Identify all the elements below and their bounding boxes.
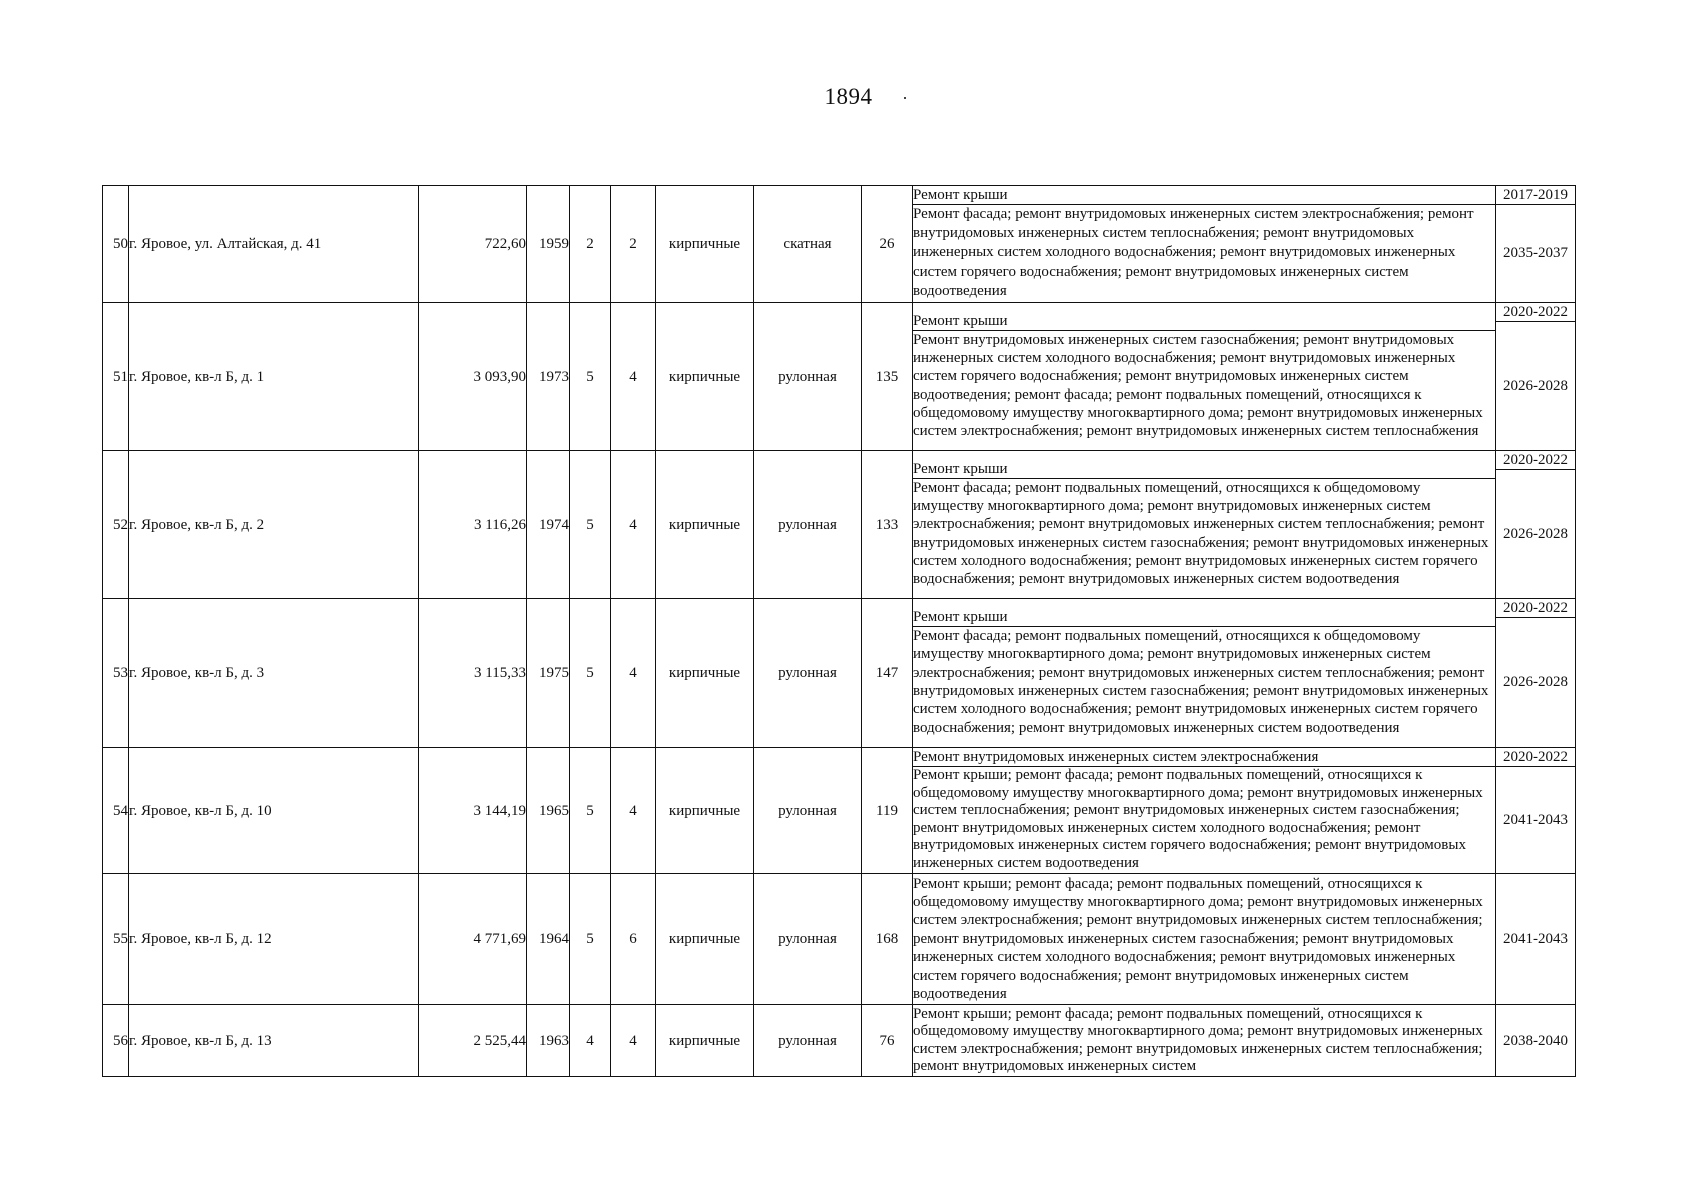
wall-material: кирпичные <box>656 748 754 874</box>
repair-work-list: Ремонт крыши; ремонт фасада; ремонт подвальных помещений, относящихся к общедомовому имуществу многоквартирного дома; ремонт внутридомовых инженерных систем теплоснабжения; ремонт внутридомовых инженерных систем газоснабжения; ремонт внутридомовых инженерных систем холодного водоснабжения; ремонт внутридомовых инженерных систем горячего водоснабжения; ремонт внутридомовых инженерных систем водоотведения <box>913 767 1483 871</box>
repair-work-first: Ремонт крыши <box>913 187 1495 205</box>
row-number: 52 <box>103 451 129 599</box>
repair-period-cell <box>1496 186 1576 303</box>
scan-speck <box>904 97 906 99</box>
build-year: 1974 <box>527 451 570 599</box>
entrances-count: 4 <box>611 303 656 451</box>
repair-work-list: Ремонт фасада; ремонт внутридомовых инженерных систем электроснабжения; ремонт внутридомовых инженерных систем теплоснабжения; ремонт внутридомовых инженерных систем холодного водоснабжения; ремонт внутридомовых инженерных систем горячего водоснабжения; ремонт внутридомовых инженерных систем водоотведения <box>913 206 1474 299</box>
repair-works-cell <box>913 451 1496 599</box>
roof-type: рулонная <box>754 748 862 874</box>
table-row <box>103 874 1576 1005</box>
entrances-count: 4 <box>611 599 656 748</box>
total-area: 3 115,33 <box>419 599 527 748</box>
repair-period-second: 2035-2037 <box>1503 245 1568 261</box>
total-area: 2 525,44 <box>419 1005 527 1077</box>
total-area: 4 771,69 <box>419 874 527 1005</box>
wall-material: кирпичные <box>656 599 754 748</box>
repair-period-second: 2038-2040 <box>1503 1032 1568 1049</box>
entrances-count: 4 <box>611 1005 656 1077</box>
build-year: 1959 <box>527 186 570 303</box>
repair-period-cell <box>1496 599 1576 748</box>
build-year: 1973 <box>527 303 570 451</box>
wall-material: кирпичные <box>656 874 754 1005</box>
roof-type: рулонная <box>754 874 862 1005</box>
table-row <box>103 599 1576 748</box>
floors-count: 5 <box>570 748 611 874</box>
residents-count: 147 <box>862 599 913 748</box>
repair-work-list: Ремонт фасада; ремонт подвальных помещений, относящихся к общедомовому имуществу многоквартирного дома; ремонт внутридомовых инженерных систем электроснабжения; ремонт внутридомовых инженерных систем теплоснабжения; ремонт внутридомовых инженерных систем газоснабжения; ремонт внутридомовых инженерных систем холодного водоснабжения; ремонт внутридомовых инженерных систем горячего водоснабжения; ремонт внутридомовых инженерных систем водоотведения <box>913 628 1489 736</box>
table-row <box>103 303 1576 451</box>
repair-work-first: Ремонт крыши <box>913 313 1495 331</box>
house-address: г. Яровое, кв-л Б, д. 1 <box>129 303 419 451</box>
residents-count: 133 <box>862 451 913 599</box>
repair-work-first: Ремонт крыши <box>913 609 1495 627</box>
row-number: 55 <box>103 874 129 1005</box>
repair-works-cell <box>913 1005 1496 1077</box>
repair-period-second: 2026-2028 <box>1503 674 1568 690</box>
entrances-count: 2 <box>611 186 656 303</box>
residents-count: 168 <box>862 874 913 1005</box>
repair-period-second: 2026-2028 <box>1503 377 1568 394</box>
page-number: 1894 <box>824 84 873 109</box>
repair-works-cell <box>913 599 1496 748</box>
wall-material: кирпичные <box>656 186 754 303</box>
roof-type: рулонная <box>754 303 862 451</box>
housing-repair-table <box>102 185 1576 1077</box>
floors-count: 5 <box>570 451 611 599</box>
house-address: г. Яровое, кв-л Б, д. 3 <box>129 599 419 748</box>
total-area: 3 093,90 <box>419 303 527 451</box>
residents-count: 135 <box>862 303 913 451</box>
residents-count: 26 <box>862 186 913 303</box>
entrances-count: 6 <box>611 874 656 1005</box>
entrances-count: 4 <box>611 451 656 599</box>
repair-period-second: 2041-2043 <box>1503 811 1568 828</box>
total-area: 3 116,26 <box>419 451 527 599</box>
row-number: 51 <box>103 303 129 451</box>
table-row <box>103 1005 1576 1077</box>
row-number: 50 <box>103 186 129 303</box>
repair-works-cell <box>913 748 1496 874</box>
floors-count: 5 <box>570 599 611 748</box>
repair-period-first: 2020-2022 <box>1496 749 1575 767</box>
house-address: г. Яровое, кв-л Б, д. 12 <box>129 874 419 1005</box>
repair-work-list: Ремонт внутридомовых инженерных систем газоснабжения; ремонт внутридомовых инженерных систем холодного водоснабжения; ремонт внутридомовых инженерных систем горячего водоснабжения; ремонт внутридомовых инженерных систем водоотведения; ремонт фасада; ремонт подвальных помещений, относящихся к общедомовому имуществу многоквартирного дома; ремонт внутридомовых инженерных систем электроснабжения; ремонт внутридомовых инженерных систем теплоснабжения <box>913 332 1483 439</box>
repair-period-cell <box>1496 451 1576 599</box>
repair-works-cell <box>913 874 1496 1005</box>
roof-type: скатная <box>754 186 862 303</box>
repair-period-cell <box>1496 303 1576 451</box>
repair-period-cell <box>1496 874 1576 1005</box>
repair-period-first: 2017-2019 <box>1496 187 1575 205</box>
repair-work-first: Ремонт внутридомовых инженерных систем электроснабжения <box>913 749 1495 767</box>
repair-period-second: 2026-2028 <box>1503 525 1568 542</box>
repair-period-first: 2020-2022 <box>1496 600 1575 618</box>
residents-count: 119 <box>862 748 913 874</box>
house-address: г. Яровое, ул. Алтайская, д. 41 <box>129 186 419 303</box>
table-row <box>103 186 1576 303</box>
build-year: 1965 <box>527 748 570 874</box>
house-address: г. Яровое, кв-л Б, д. 10 <box>129 748 419 874</box>
floors-count: 4 <box>570 1005 611 1077</box>
build-year: 1963 <box>527 1005 570 1077</box>
floors-count: 5 <box>570 303 611 451</box>
repair-period-cell <box>1496 748 1576 874</box>
table-row <box>103 451 1576 599</box>
repair-work-list: Ремонт крыши; ремонт фасада; ремонт подвальных помещений, относящихся к общедомовому имуществу многоквартирного дома; ремонт внутридомовых инженерных систем электроснабжения; ремонт внутридомовых инженерных систем теплоснабжения; ремонт внутридомовых инженерных систем газоснабжения; ремонт внутридомовых инженерных систем холодного водоснабжения; ремонт внутридомовых инженерных систем горячего водоснабжения; ремонт внутридомовых инженерных систем водоотведения <box>913 875 1483 1003</box>
wall-material: кирпичные <box>656 303 754 451</box>
build-year: 1964 <box>527 874 570 1005</box>
row-number: 56 <box>103 1005 129 1077</box>
floors-count: 5 <box>570 874 611 1005</box>
repair-works-cell <box>913 303 1496 451</box>
repair-period-first: 2020-2022 <box>1496 452 1575 470</box>
repair-work-list: Ремонт фасада; ремонт подвальных помещений, относящихся к общедомовому имуществу многоквартирного дома; ремонт внутридомовых инженерных систем электроснабжения; ремонт внутридомовых инженерных систем теплоснабжения; ремонт внутридомовых инженерных систем газоснабжения; ремонт внутридомовых инженерных систем холодного водоснабжения; ремонт внутридомовых инженерных систем горячего водоснабжения; ремонт внутридомовых инженерных систем водоотведения <box>913 480 1489 587</box>
row-number: 53 <box>103 599 129 748</box>
wall-material: кирпичные <box>656 1005 754 1077</box>
house-address: г. Яровое, кв-л Б, д. 13 <box>129 1005 419 1077</box>
roof-type: рулонная <box>754 451 862 599</box>
floors-count: 2 <box>570 186 611 303</box>
entrances-count: 4 <box>611 748 656 874</box>
residents-count: 76 <box>862 1005 913 1077</box>
roof-type: рулонная <box>754 1005 862 1077</box>
repair-period-cell <box>1496 1005 1576 1077</box>
total-area: 3 144,19 <box>419 748 527 874</box>
repair-works-cell <box>913 186 1496 303</box>
repair-period-first: 2020-2022 <box>1496 304 1575 322</box>
repair-work-first: Ремонт крыши <box>913 461 1495 479</box>
repair-work-list: Ремонт крыши; ремонт фасада; ремонт подвальных помещений, относящихся к общедомовому имуществу многоквартирного дома; ремонт внутридомовых инженерных систем электроснабжения; ремонт внутридомовых инженерных систем теплоснабжения; ремонт внутридомовых инженерных систем <box>913 1005 1483 1074</box>
table-row <box>103 748 1576 874</box>
row-number: 54 <box>103 748 129 874</box>
house-address: г. Яровое, кв-л Б, д. 2 <box>129 451 419 599</box>
wall-material: кирпичные <box>656 451 754 599</box>
total-area: 722,60 <box>419 186 527 303</box>
roof-type: рулонная <box>754 599 862 748</box>
build-year: 1975 <box>527 599 570 748</box>
repair-period-second: 2041-2043 <box>1503 931 1568 947</box>
